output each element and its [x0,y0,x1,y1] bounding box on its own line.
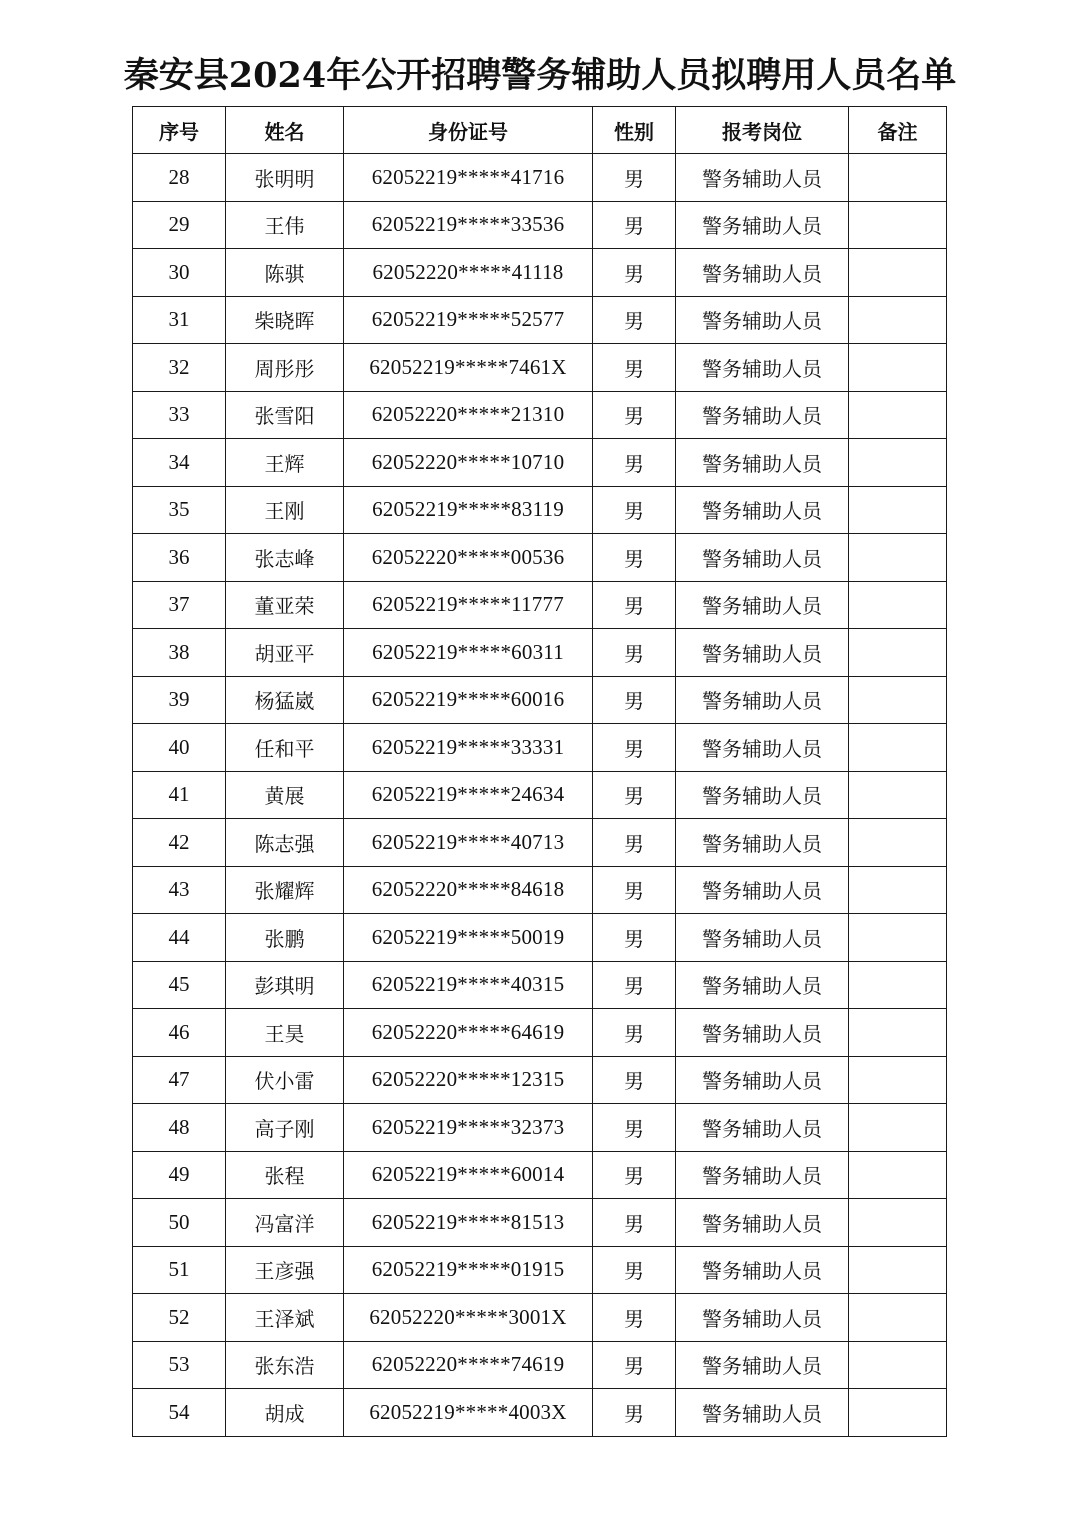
header-id-number: 身份证号 [344,107,593,154]
cell-name: 王刚 [226,486,344,534]
cell-serial-number: 37 [133,581,226,629]
cell-position: 警务辅助人员 [676,1199,849,1247]
cell-serial-number: 31 [133,296,226,344]
cell-id-number: 62052219*****33536 [344,201,593,249]
cell-gender: 男 [593,676,676,724]
cell-gender: 男 [593,961,676,1009]
cell-name: 王泽斌 [226,1294,344,1342]
document-title: 秦安县2024年公开招聘警务辅助人员拟聘用人员名单 [123,55,957,96]
cell-name: 任和平 [226,724,344,772]
cell-gender: 男 [593,1151,676,1199]
cell-gender: 男 [593,486,676,534]
cell-serial-number: 32 [133,344,226,392]
cell-id-number: 62052219*****40713 [344,819,593,867]
table-row [133,866,947,914]
cell-id-number: 62052220*****64619 [344,1009,593,1057]
cell-name: 王昊 [226,1009,344,1057]
cell-id-number: 62052220*****3001X [344,1294,593,1342]
cell-serial-number: 30 [133,249,226,297]
cell-position: 警务辅助人员 [676,1151,849,1199]
cell-position: 警务辅助人员 [676,439,849,487]
cell-position: 警务辅助人员 [676,1389,849,1437]
table-row [133,391,947,439]
cell-gender: 男 [593,344,676,392]
cell-id-number: 62052219*****40315 [344,961,593,1009]
cell-serial-number: 40 [133,724,226,772]
cell-serial-number: 52 [133,1294,226,1342]
header-name: 姓名 [226,107,344,154]
cell-id-number: 62052219*****60014 [344,1151,593,1199]
cell-serial-number: 51 [133,1246,226,1294]
cell-note [849,201,947,249]
cell-id-number: 62052219*****52577 [344,296,593,344]
cell-note [849,1246,947,1294]
cell-name: 张东浩 [226,1341,344,1389]
cell-serial-number: 41 [133,771,226,819]
table-row [133,1294,947,1342]
cell-id-number: 62052220*****84618 [344,866,593,914]
cell-serial-number: 39 [133,676,226,724]
cell-gender: 男 [593,391,676,439]
cell-name: 王彦强 [226,1246,344,1294]
cell-position: 警务辅助人员 [676,1056,849,1104]
cell-note [849,581,947,629]
cell-note [849,1341,947,1389]
table-row [133,486,947,534]
cell-gender: 男 [593,724,676,772]
cell-position: 警务辅助人员 [676,1104,849,1152]
cell-id-number: 62052219*****32373 [344,1104,593,1152]
cell-name: 杨猛崴 [226,676,344,724]
cell-position: 警务辅助人员 [676,676,849,724]
table-row [133,439,947,487]
cell-name: 王伟 [226,201,344,249]
table-row [133,1199,947,1247]
cell-gender: 男 [593,154,676,202]
cell-gender: 男 [593,1199,676,1247]
cell-note [849,1199,947,1247]
cell-serial-number: 33 [133,391,226,439]
cell-gender: 男 [593,201,676,249]
cell-gender: 男 [593,1341,676,1389]
cell-note [849,344,947,392]
cell-note [849,1009,947,1057]
cell-id-number: 62052219*****60016 [344,676,593,724]
cell-id-number: 62052220*****41118 [344,249,593,297]
cell-serial-number: 47 [133,1056,226,1104]
cell-name: 高子刚 [226,1104,344,1152]
cell-serial-number: 34 [133,439,226,487]
table-row [133,914,947,962]
cell-name: 董亚荣 [226,581,344,629]
cell-position: 警务辅助人员 [676,1246,849,1294]
cell-gender: 男 [593,249,676,297]
cell-position: 警务辅助人员 [676,1009,849,1057]
cell-name: 陈骐 [226,249,344,297]
table-row [133,819,947,867]
cell-name: 胡亚平 [226,629,344,677]
cell-name: 伏小雷 [226,1056,344,1104]
table-row [133,1389,947,1437]
cell-name: 周彤彤 [226,344,344,392]
cell-gender: 男 [593,1389,676,1437]
table-row [133,344,947,392]
table-row [133,629,947,677]
cell-note [849,914,947,962]
cell-position: 警务辅助人员 [676,914,849,962]
cell-id-number: 62052220*****10710 [344,439,593,487]
cell-note [849,154,947,202]
hiring-list-table [132,106,947,1437]
cell-name: 张鹏 [226,914,344,962]
cell-position: 警务辅助人员 [676,629,849,677]
cell-serial-number: 35 [133,486,226,534]
cell-note [849,1056,947,1104]
cell-id-number: 62052220*****00536 [344,534,593,582]
cell-position: 警务辅助人员 [676,486,849,534]
table-row [133,771,947,819]
cell-note [849,1104,947,1152]
cell-name: 陈志强 [226,819,344,867]
header-note: 备注 [849,107,947,154]
table-header-row [133,107,947,154]
cell-position: 警务辅助人员 [676,534,849,582]
cell-name: 柴晓晖 [226,296,344,344]
cell-gender: 男 [593,296,676,344]
table-row [133,1056,947,1104]
cell-serial-number: 36 [133,534,226,582]
cell-gender: 男 [593,819,676,867]
cell-id-number: 62052219*****11777 [344,581,593,629]
table-row [133,1104,947,1152]
table-row [133,961,947,1009]
cell-gender: 男 [593,771,676,819]
cell-id-number: 62052219*****33331 [344,724,593,772]
cell-name: 冯富洋 [226,1199,344,1247]
cell-serial-number: 44 [133,914,226,962]
cell-position: 警务辅助人员 [676,961,849,1009]
cell-gender: 男 [593,439,676,487]
cell-id-number: 62052220*****74619 [344,1341,593,1389]
cell-gender: 男 [593,1104,676,1152]
cell-position: 警务辅助人员 [676,866,849,914]
header-position: 报考岗位 [676,107,849,154]
cell-note [849,1151,947,1199]
cell-name: 张耀辉 [226,866,344,914]
cell-position: 警务辅助人员 [676,391,849,439]
cell-gender: 男 [593,534,676,582]
cell-gender: 男 [593,1246,676,1294]
cell-note [849,391,947,439]
cell-note [849,249,947,297]
cell-position: 警务辅助人员 [676,154,849,202]
table-row [133,581,947,629]
cell-name: 张明明 [226,154,344,202]
table-row [133,534,947,582]
cell-note [849,961,947,1009]
cell-gender: 男 [593,1294,676,1342]
cell-note [849,1389,947,1437]
cell-position: 警务辅助人员 [676,1341,849,1389]
table-row [133,724,947,772]
cell-gender: 男 [593,914,676,962]
cell-gender: 男 [593,629,676,677]
cell-id-number: 62052220*****12315 [344,1056,593,1104]
cell-note [849,724,947,772]
cell-note [849,1294,947,1342]
table-row [133,1341,947,1389]
cell-serial-number: 48 [133,1104,226,1152]
cell-id-number: 62052219*****81513 [344,1199,593,1247]
table-row [133,1246,947,1294]
cell-serial-number: 49 [133,1151,226,1199]
cell-id-number: 62052219*****4003X [344,1389,593,1437]
cell-position: 警务辅助人员 [676,724,849,772]
cell-serial-number: 50 [133,1199,226,1247]
header-gender: 性别 [593,107,676,154]
cell-id-number: 62052219*****60311 [344,629,593,677]
cell-position: 警务辅助人员 [676,296,849,344]
cell-note [849,866,947,914]
cell-position: 警务辅助人员 [676,201,849,249]
cell-position: 警务辅助人员 [676,344,849,392]
cell-serial-number: 46 [133,1009,226,1057]
cell-serial-number: 38 [133,629,226,677]
cell-serial-number: 28 [133,154,226,202]
cell-id-number: 62052220*****21310 [344,391,593,439]
cell-id-number: 62052219*****7461X [344,344,593,392]
cell-serial-number: 43 [133,866,226,914]
table-row [133,296,947,344]
cell-note [849,629,947,677]
cell-position: 警务辅助人员 [676,581,849,629]
cell-position: 警务辅助人员 [676,1294,849,1342]
cell-position: 警务辅助人员 [676,771,849,819]
cell-id-number: 62052219*****24634 [344,771,593,819]
cell-note [849,296,947,344]
cell-id-number: 62052219*****01915 [344,1246,593,1294]
cell-gender: 男 [593,866,676,914]
header-serial-number: 序号 [133,107,226,154]
cell-position: 警务辅助人员 [676,249,849,297]
cell-serial-number: 53 [133,1341,226,1389]
cell-position: 警务辅助人员 [676,819,849,867]
cell-id-number: 62052219*****50019 [344,914,593,962]
table-row [133,1009,947,1057]
cell-id-number: 62052219*****41716 [344,154,593,202]
cell-name: 张程 [226,1151,344,1199]
cell-gender: 男 [593,1009,676,1057]
cell-gender: 男 [593,1056,676,1104]
table-row [133,154,947,202]
cell-name: 胡成 [226,1389,344,1437]
cell-name: 张雪阳 [226,391,344,439]
cell-note [849,439,947,487]
cell-serial-number: 42 [133,819,226,867]
cell-name: 彭琪明 [226,961,344,1009]
cell-id-number: 62052219*****83119 [344,486,593,534]
cell-note [849,534,947,582]
cell-gender: 男 [593,581,676,629]
table-row [133,676,947,724]
cell-name: 张志峰 [226,534,344,582]
table-row [133,1151,947,1199]
cell-note [849,771,947,819]
cell-note [849,486,947,534]
cell-name: 黄展 [226,771,344,819]
table-row [133,249,947,297]
table-body [133,154,947,1437]
table-row [133,201,947,249]
cell-serial-number: 45 [133,961,226,1009]
cell-name: 王辉 [226,439,344,487]
cell-serial-number: 29 [133,201,226,249]
cell-note [849,676,947,724]
cell-note [849,819,947,867]
cell-serial-number: 54 [133,1389,226,1437]
